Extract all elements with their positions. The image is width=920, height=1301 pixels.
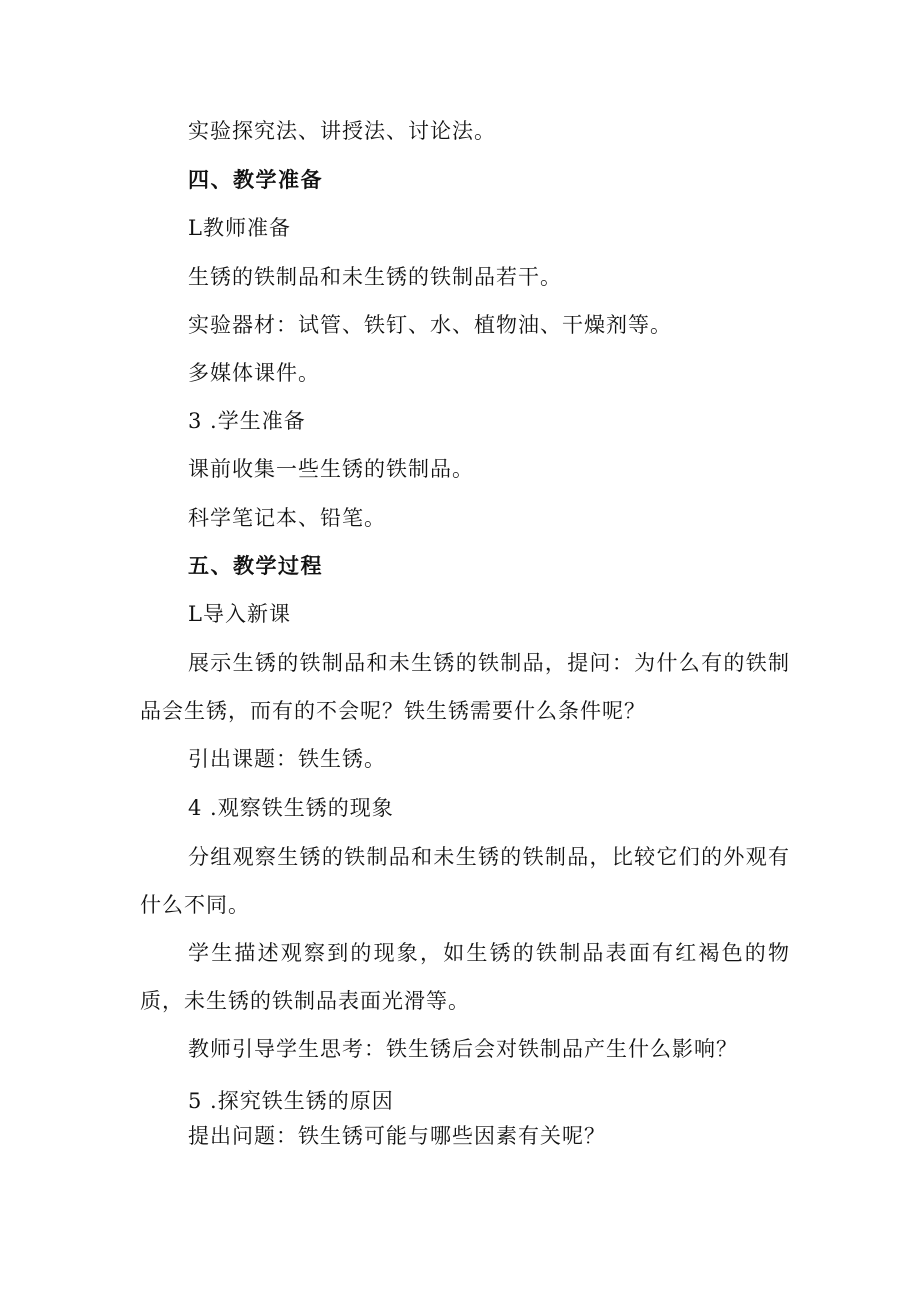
observe-paragraph: 教师引导学生思考：铁生锈后会对铁制品产生什么影响？ bbox=[188, 1037, 738, 1061]
intro-paragraph: 展示生锈的铁制品和未生锈的铁制品，提问：为什么有的铁制品会生锈，而有的不会呢？铁生锈需要什么条件呢？ bbox=[140, 651, 790, 723]
observe-paragraph: 学生描述观察到的现象，如生锈的铁制品表面有红褐色的物质，未生锈的铁制品表面光滑等。 bbox=[140, 941, 790, 1013]
observe-rust-label: 4 .观察铁生锈的现象 bbox=[188, 796, 394, 820]
teacher-preparation-label: L教师准备 bbox=[188, 216, 291, 240]
student-preparation-label: 3 .学生准备 bbox=[188, 409, 306, 433]
explore-cause-label: 5 .探究铁生锈的原因 bbox=[188, 1089, 394, 1113]
observe-paragraph: 分组观察生锈的铁制品和未生锈的铁制品，比较它们的外观有什么不同。 bbox=[140, 845, 790, 917]
section-heading-teaching-process: 五、教学过程 bbox=[188, 553, 323, 578]
teacher-preparation-item: 多媒体课件。 bbox=[188, 361, 320, 385]
section-heading-teaching-preparation: 四、教学准备 bbox=[188, 167, 323, 192]
teacher-preparation-item: 实验器材：试管、铁钉、水、植物油、干燥剂等。 bbox=[188, 313, 672, 337]
lesson-topic-line: 引出课题：铁生锈。 bbox=[188, 747, 386, 771]
student-preparation-item: 课前收集一些生锈的铁制品。 bbox=[188, 457, 474, 481]
teacher-preparation-item: 生锈的铁制品和未生锈的铁制品若干。 bbox=[188, 265, 562, 289]
student-preparation-item: 科学笔记本、铅笔。 bbox=[188, 506, 386, 530]
teaching-methods-line: 实验探究法、讲授法、讨论法。 bbox=[188, 119, 496, 143]
intro-lesson-label: L导入新课 bbox=[188, 602, 291, 626]
explore-question-line: 提出问题：铁生锈可能与哪些因素有关呢？ bbox=[188, 1124, 606, 1148]
